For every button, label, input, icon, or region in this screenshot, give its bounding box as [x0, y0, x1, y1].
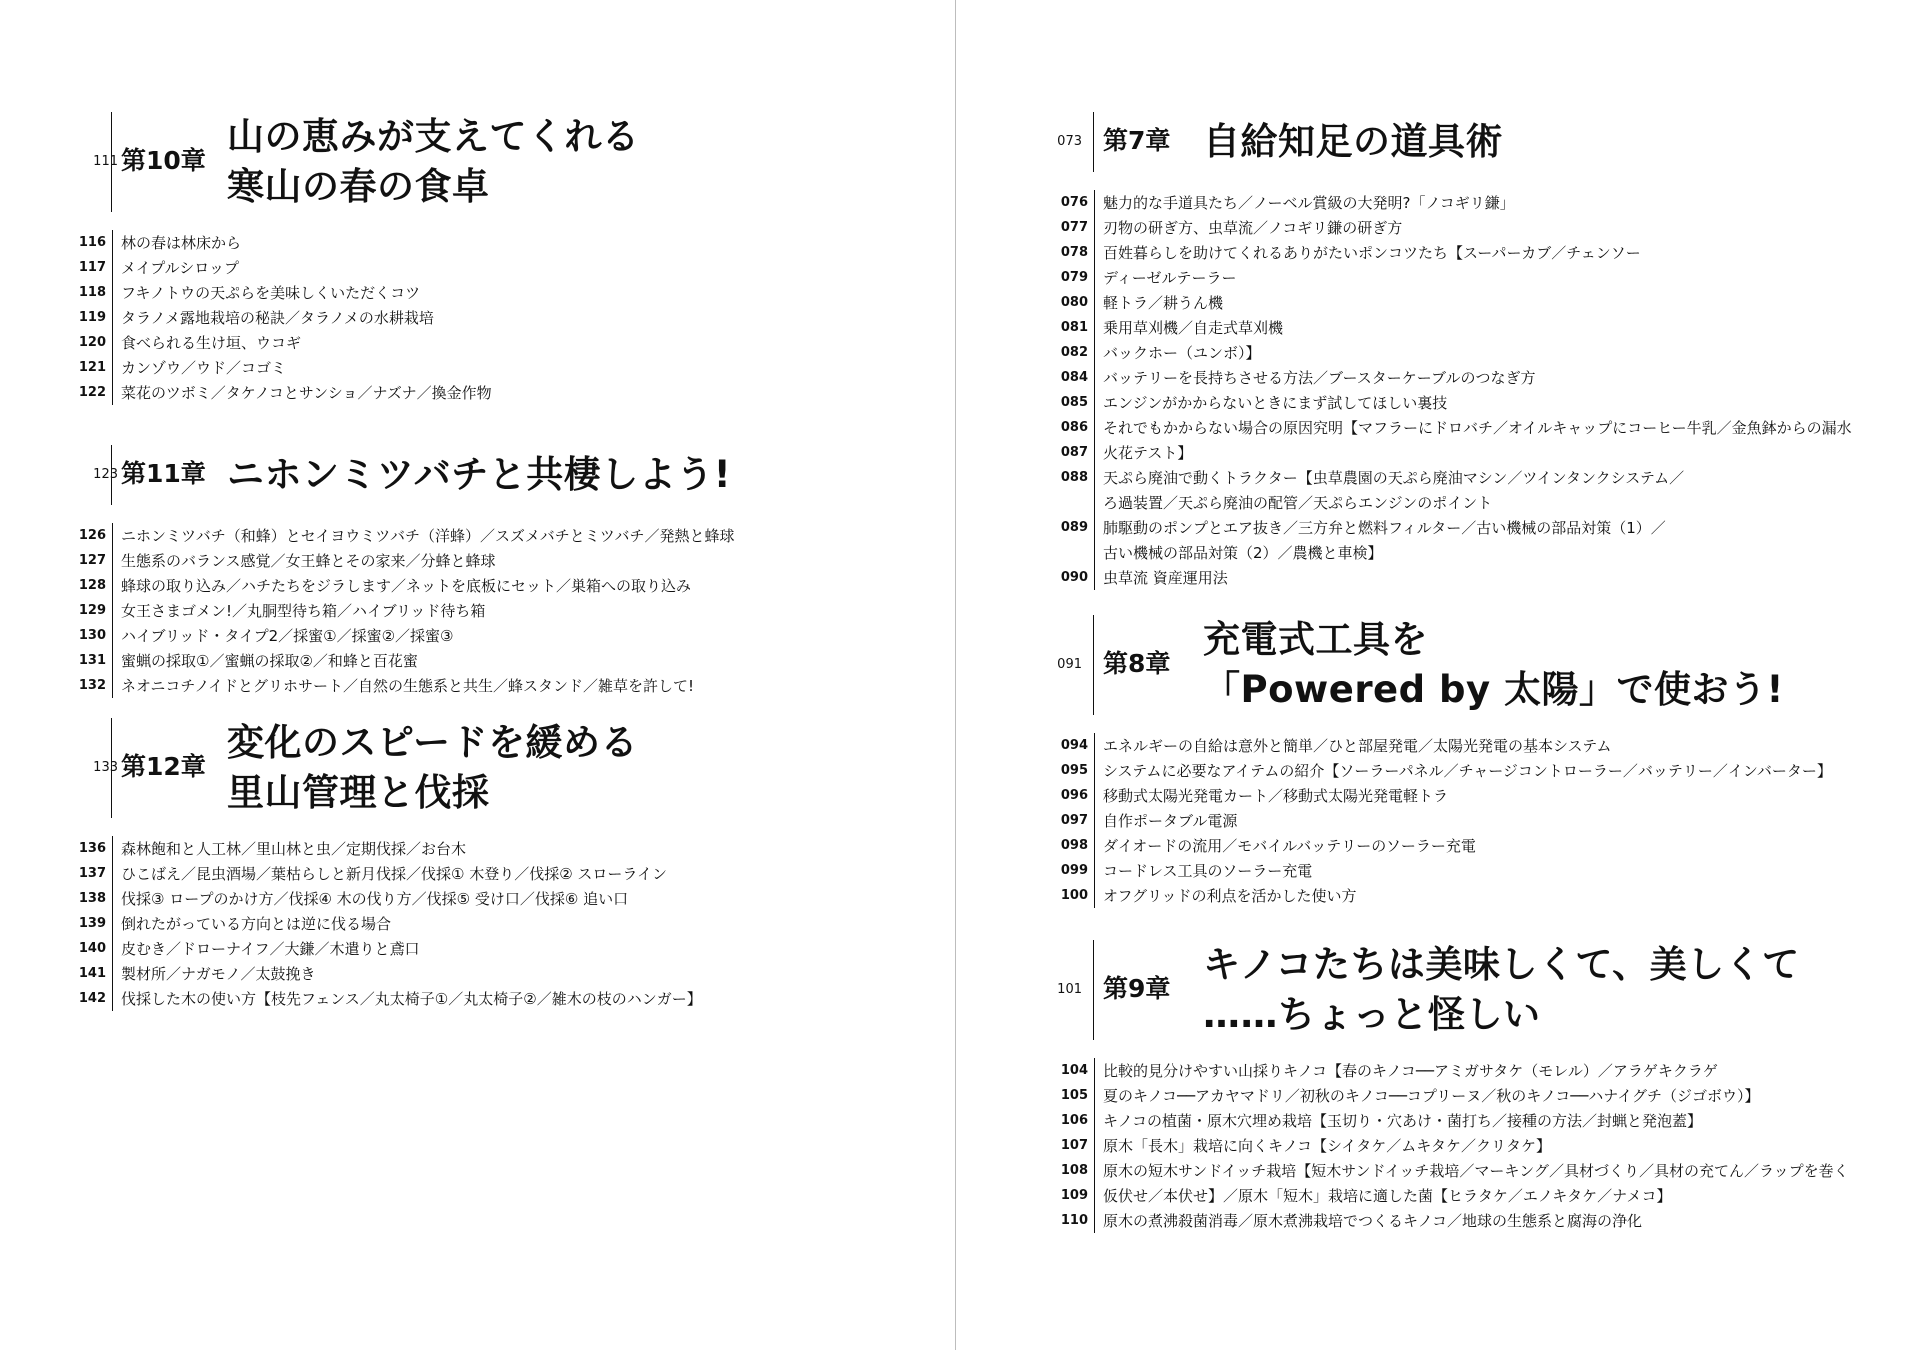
entry-page-number: 122: [78, 385, 106, 400]
entry-rule: [1094, 365, 1095, 390]
entry-text: 乗用草刈機／自走式草刈機: [1103, 319, 1284, 337]
entry-text: エンジンがかからないときにまず試してほしい裏技: [1103, 394, 1448, 412]
toc-entry: [76, 886, 936, 911]
entry-text: ニホンミツバチ（和蜂）とセイヨウミツバチ（洋蜂）／スズメバチとミツバチ／発熱と蜂球: [121, 527, 735, 545]
entry-page-number: 100: [1060, 888, 1088, 903]
entry-text: バッテリーを長持ちさせる方法／ブースターケーブルのつなぎ方: [1103, 369, 1536, 387]
entry-text: ひこばえ／昆虫酒場／葉枯らしと新月伐採／伐採① 木登り／伐採② スローライン: [121, 865, 667, 883]
entry-rule: [112, 961, 113, 986]
entry-rule: [112, 836, 113, 861]
entry-rule: [1094, 858, 1095, 883]
entry-page-number: 088: [1060, 470, 1088, 485]
entry-text: 比較的見分けやすい山採りキノコ【春のキノコ──アミガサタケ（モレル）／アラゲキクラゲ: [1103, 1062, 1718, 1080]
toc-entry: [1058, 808, 1898, 833]
toc-entry: [76, 523, 936, 548]
entry-page-number: 081: [1060, 320, 1088, 335]
toc-entry: [1058, 858, 1898, 883]
toc-entry: [76, 673, 936, 698]
entry-rule: [112, 355, 113, 380]
entry-rule: [1094, 240, 1095, 265]
toc-entry: [1058, 415, 1898, 440]
entry-page-number: 104: [1060, 1063, 1088, 1078]
entry-text: 生態系のバランス感覚／女王蜂とその家来／分蜂と蜂球: [121, 552, 496, 570]
toc-entry: [76, 548, 936, 573]
entry-page-number: 109: [1060, 1188, 1088, 1203]
toc-entry: [1058, 833, 1898, 858]
entry-rule: [112, 305, 113, 330]
entry-text: キノコの植菌・原木穴埋め栽培【玉切り・穴あけ・菌打ち／接種の方法／封蝋と発泡蓋】: [1103, 1112, 1702, 1130]
entry-text: 刃物の研ぎ方、虫草流／ノコギリ鎌の研ぎ方: [1103, 219, 1403, 237]
entry-page-number: 119: [78, 310, 106, 325]
entry-rule: [112, 648, 113, 673]
chapter-block: [1057, 615, 1898, 905]
entry-rule: [112, 280, 113, 305]
chapter-page-number: 123: [93, 467, 118, 482]
toc-entry: [76, 598, 936, 623]
entry-text: タラノメ露地栽培の秘訣／タラノメの水耕栽培: [121, 309, 434, 327]
entry-rule: [1094, 758, 1095, 783]
toc-entry: [76, 961, 936, 986]
entry-text: ネオニコチノイドとグリホサート／自然の生態系と共生／蜂スタンド／雑草を許して!: [121, 677, 695, 695]
chapter-rule: [1093, 112, 1094, 172]
entry-text: 百姓暮らしを助けてくれるありがたいポンコツたち【スーパーカブ／チェンソー: [1103, 244, 1641, 262]
entry-rule: [1094, 783, 1095, 808]
entry-page-number: 121: [78, 360, 106, 375]
toc-entry: [1058, 1183, 1898, 1208]
chapter-entry-list: [1058, 190, 1898, 590]
entry-rule: [1094, 1158, 1095, 1183]
toc-entry: [76, 936, 936, 961]
toc-entry: [1058, 733, 1898, 758]
entry-rule: [1094, 540, 1095, 565]
toc-entry: [76, 573, 936, 598]
toc-entry: [1058, 340, 1898, 365]
toc-entry: [1058, 1208, 1898, 1233]
entry-rule: [1094, 1208, 1095, 1233]
entry-text: 自作ポータブル電源: [1103, 812, 1238, 830]
entry-page-number: 082: [1060, 345, 1088, 360]
entry-page-number: 142: [78, 991, 106, 1006]
entry-page-number: 094: [1060, 738, 1088, 753]
entry-text: 古い機械の部品対策（2）／農機と車検】: [1103, 544, 1383, 562]
entry-page-number: 084: [1060, 370, 1088, 385]
entry-page-number: 078: [1060, 245, 1088, 260]
toc-entry: [76, 305, 936, 330]
chapter-title-line: 寒山の春の食卓: [227, 165, 490, 208]
entry-rule: [112, 548, 113, 573]
entry-rule: [1094, 1183, 1095, 1208]
chapter-title-line: キノコたちは美味しくて、美しくて: [1203, 943, 1800, 986]
entry-page-number: 132: [78, 678, 106, 693]
entry-text: 伐採した木の使い方【枝先フェンス／丸太椅子①／丸太椅子②／雑木の枝のハンガー】: [121, 990, 702, 1008]
entry-rule: [1094, 490, 1095, 515]
chapter-label: 第7章: [1103, 126, 1171, 155]
entry-rule: [1094, 215, 1095, 240]
toc-entry: [1058, 540, 1898, 565]
chapter-entry-list: [76, 836, 936, 1011]
chapter-page-number: 101: [1057, 982, 1082, 997]
toc-entry: [1058, 265, 1898, 290]
toc-entry: [1058, 490, 1898, 515]
entry-rule: [1094, 1058, 1095, 1083]
entry-page-number: 076: [1060, 195, 1088, 210]
entry-text: システムに必要なアイテムの紹介【ソーラーパネル／チャージコントローラー／バッテリー／インバーター】: [1103, 762, 1832, 780]
entry-page-number: 087: [1060, 445, 1088, 460]
entry-page-number: 077: [1060, 220, 1088, 235]
chapter-entry-list: [76, 523, 936, 698]
toc-entry: [76, 280, 936, 305]
entry-rule: [1094, 733, 1095, 758]
toc-entry: [76, 911, 936, 936]
entry-text: エネルギーの自給は意外と簡単／ひと部屋発電／太陽光発電の基本システム: [1103, 737, 1612, 755]
entry-text: ハイブリッド・タイプ2／採蜜①／採蜜②／採蜜③: [121, 627, 454, 645]
entry-text: 虫草流 資産運用法: [1103, 569, 1228, 587]
entry-rule: [1094, 190, 1095, 215]
toc-entry: [76, 255, 936, 280]
entry-rule: [1094, 290, 1095, 315]
chapter-title-line: 変化のスピードを緩める: [227, 721, 639, 764]
entry-rule: [112, 573, 113, 598]
entry-rule: [1094, 390, 1095, 415]
entry-page-number: 138: [78, 891, 106, 906]
chapter-entry-list: [1058, 1058, 1898, 1233]
entry-text: 移動式太陽光発電カート／移動式太陽光発電軽トラ: [1103, 787, 1449, 805]
entry-rule: [1094, 808, 1095, 833]
entry-rule: [112, 523, 113, 548]
entry-rule: [1094, 340, 1095, 365]
entry-rule: [1094, 415, 1095, 440]
entry-page-number: 107: [1060, 1138, 1088, 1153]
page-gutter-divider: [955, 0, 956, 1350]
entry-text: 原木「長木」栽培に向くキノコ【シイタケ／ムキタケ／クリタケ】: [1103, 1137, 1552, 1155]
entry-rule: [1094, 465, 1095, 490]
toc-entry: [1058, 215, 1898, 240]
entry-page-number: 089: [1060, 520, 1088, 535]
chapter-label: 第11章: [121, 459, 206, 488]
entry-page-number: 080: [1060, 295, 1088, 310]
toc-entry: [1058, 440, 1898, 465]
entry-rule: [112, 886, 113, 911]
entry-text: 倒れたがっている方向とは逆に伐る場合: [121, 915, 392, 933]
chapter-rule: [1093, 615, 1094, 715]
toc-entry: [1058, 465, 1898, 490]
toc-entry: [76, 230, 936, 255]
chapter-title-line: ……ちょっと怪しい: [1203, 993, 1541, 1036]
chapter-entry-list: [76, 230, 936, 405]
entry-text: 原木の煮沸殺菌消毒／原木煮沸栽培でつくるキノコ／地球の生態系と腐海の浄化: [1103, 1212, 1642, 1230]
chapter-page-number: 073: [1057, 134, 1082, 149]
entry-text: 食べられる生け垣、ウコギ: [121, 334, 302, 352]
chapter-title-line: 里山管理と伐採: [227, 771, 490, 814]
toc-entry: [1058, 1133, 1898, 1158]
toc-entry: [1058, 565, 1898, 590]
toc-entry: [76, 380, 936, 405]
entry-text: 製材所／ナガモノ／太鼓挽き: [121, 965, 316, 983]
entry-page-number: 099: [1060, 863, 1088, 878]
entry-text: 仮伏せ／本伏せ】／原木「短木」栽培に適した菌【ヒラタケ／エノキタケ／ナメコ】: [1103, 1187, 1672, 1205]
entry-rule: [1094, 265, 1095, 290]
entry-text: オフグリッドの利点を活かした使い方: [1103, 887, 1357, 905]
toc-entry: [1058, 883, 1898, 908]
chapter-page-number: 111: [93, 154, 118, 169]
toc-entry: [1058, 390, 1898, 415]
entry-text: 軽トラ／耕うん機: [1103, 294, 1224, 312]
toc-entry: [76, 623, 936, 648]
entry-page-number: 097: [1060, 813, 1088, 828]
entry-text: 肺駆動のポンプとエア抜き／三方弁と燃料フィルター／古い機械の部品対策（1）／: [1103, 519, 1666, 537]
entry-rule: [112, 330, 113, 355]
chapter-heading: [76, 445, 936, 505]
toc-entry: [1058, 1058, 1898, 1083]
entry-rule: [1094, 440, 1095, 465]
chapter-heading: [1058, 112, 1898, 172]
toc-entry: [1058, 190, 1898, 215]
entry-text: メイプルシロップ: [121, 259, 239, 277]
entry-text: ディーゼルテーラー: [1103, 269, 1237, 287]
entry-page-number: 110: [1060, 1213, 1088, 1228]
chapter-label: 第8章: [1103, 649, 1171, 678]
chapter-label: 第9章: [1103, 974, 1171, 1003]
entry-page-number: 098: [1060, 838, 1088, 853]
toc-entry: [1058, 240, 1898, 265]
chapter-label: 第12章: [121, 752, 206, 781]
entry-text: 森林飽和と人工林／里山林と虫／定期伐採／お台木: [121, 840, 467, 858]
entry-text: 蜜蝋の採取①／蜜蝋の採取②／和蜂と百花蜜: [121, 652, 418, 670]
entry-rule: [112, 598, 113, 623]
chapter-block: [76, 718, 936, 1008]
entry-text: 魅力的な手道具たち／ノーベル賞級の大発明?「ノコギリ鎌」: [1103, 194, 1515, 212]
entry-text: それでもかからない場合の原因究明【マフラーにドロバチ／オイルキャップにコーヒー牛乳／金魚鉢からの漏水: [1103, 419, 1852, 437]
entry-page-number: 136: [78, 841, 106, 856]
entry-text: 夏のキノコ──アカヤマドリ／初秋のキノコ──コプリーヌ／秋のキノコ──ハナイグチ（ジゴボウ）】: [1103, 1087, 1760, 1105]
toc-entry: [76, 986, 936, 1011]
entry-page-number: 129: [78, 603, 106, 618]
toc-entry: [1058, 783, 1898, 808]
entry-rule: [112, 380, 113, 405]
entry-text: 原木の短木サンドイッチ栽培【短木サンドイッチ栽培／マーキング／具材づくり／具材の充てん／ラップを巻く: [1103, 1162, 1849, 1180]
entry-page-number: 127: [78, 553, 106, 568]
entry-page-number: 126: [78, 528, 106, 543]
chapter-block: [76, 445, 936, 695]
chapter-label: 第10章: [121, 146, 206, 175]
toc-entry: [1058, 758, 1898, 783]
entry-page-number: 090: [1060, 570, 1088, 585]
chapter-block: [1057, 940, 1898, 1230]
entry-text: ろ過装置／天ぷら廃油の配管／天ぷらエンジンのポイント: [1103, 494, 1493, 512]
toc-entry: [1058, 365, 1898, 390]
entry-text: 菜花のツボミ／タケノコとサンショ／ナズナ／換金作物: [121, 384, 492, 402]
entry-page-number: 117: [78, 260, 106, 275]
toc-entry: [1058, 1158, 1898, 1183]
entry-page-number: 128: [78, 578, 106, 593]
entry-page-number: 131: [78, 653, 106, 668]
entry-text: 女王さまゴメン!／丸胴型待ち箱／ハイブリッド待ち箱: [121, 602, 486, 620]
entry-text: バックホー（ユンボ）】: [1103, 344, 1261, 362]
entry-text: 蜂球の取り込み／ハチたちをジラします／ネットを底板にセット／巣箱への取り込み: [121, 577, 692, 595]
entry-text: ダイオードの流用／モバイルバッテリーのソーラー充電: [1103, 837, 1476, 855]
entry-page-number: 106: [1060, 1113, 1088, 1128]
entry-text: 皮むき／ドローナイフ／大鎌／木遣りと鳶口: [121, 940, 420, 958]
entry-rule: [1094, 883, 1095, 908]
entry-page-number: 116: [78, 235, 106, 250]
entry-rule: [112, 911, 113, 936]
chapter-title-line: 「Powered by 太陽」で使おう!: [1203, 668, 1784, 711]
entry-rule: [112, 623, 113, 648]
entry-rule: [1094, 1083, 1095, 1108]
toc-entry: [76, 648, 936, 673]
entry-rule: [1094, 833, 1095, 858]
toc-entry: [1058, 515, 1898, 540]
chapter-rule: [1093, 940, 1094, 1040]
entry-page-number: 086: [1060, 420, 1088, 435]
chapter-title-line: 山の恵みが支えてくれる: [227, 115, 640, 158]
entry-page-number: 139: [78, 916, 106, 931]
chapter-title-line: 自給知足の道具術: [1203, 120, 1503, 163]
toc-entry: [76, 836, 936, 861]
entry-page-number: 108: [1060, 1163, 1088, 1178]
entry-page-number: 137: [78, 866, 106, 881]
toc-entry: [1058, 1108, 1898, 1133]
entry-page-number: 085: [1060, 395, 1088, 410]
chapter-page-number: 133: [93, 760, 118, 775]
toc-entry: [76, 861, 936, 886]
chapter-heading: [76, 718, 936, 818]
entry-page-number: 095: [1060, 763, 1088, 778]
toc-entry: [1058, 290, 1898, 315]
entry-text: 林の春は林床から: [121, 234, 242, 252]
entry-text: コードレス工具のソーラー充電: [1103, 862, 1313, 880]
toc-entry: [76, 330, 936, 355]
entry-page-number: 096: [1060, 788, 1088, 803]
entry-text: 天ぷら廃油で動くトラクター【虫草農園の天ぷら廃油マシン／ツインタンクシステム／: [1103, 469, 1685, 487]
entry-page-number: 118: [78, 285, 106, 300]
entry-text: 伐採③ ロープのかけ方／伐採④ 木の伐り方／伐採⑤ 受け口／伐採⑥ 追い口: [121, 890, 629, 908]
toc-entry: [1058, 1083, 1898, 1108]
entry-text: カンゾウ／ウド／コゴミ: [121, 359, 287, 377]
chapter-block: [76, 112, 936, 402]
entry-page-number: 141: [78, 966, 106, 981]
entry-page-number: 130: [78, 628, 106, 643]
entry-page-number: 079: [1060, 270, 1088, 285]
entry-page-number: 120: [78, 335, 106, 350]
chapter-title-line: 充電式工具を: [1203, 618, 1428, 661]
chapter-heading: [76, 112, 936, 212]
entry-rule: [1094, 515, 1095, 540]
chapter-entry-list: [1058, 733, 1898, 908]
entry-page-number: 105: [1060, 1088, 1088, 1103]
toc-entry: [76, 355, 936, 380]
entry-rule: [1094, 565, 1095, 590]
entry-rule: [112, 255, 113, 280]
entry-rule: [112, 986, 113, 1011]
chapter-heading: [1058, 940, 1898, 1040]
entry-rule: [112, 861, 113, 886]
entry-text: 火花テスト】: [1103, 444, 1193, 462]
entry-rule: [112, 673, 113, 698]
chapter-heading: [1058, 615, 1898, 715]
entry-page-number: 140: [78, 941, 106, 956]
entry-rule: [1094, 1133, 1095, 1158]
entry-rule: [112, 936, 113, 961]
entry-rule: [112, 230, 113, 255]
toc-entry: [1058, 315, 1898, 340]
entry-rule: [1094, 1108, 1095, 1133]
chapter-block: [1057, 112, 1898, 587]
chapter-page-number: 091: [1057, 657, 1082, 672]
entry-rule: [1094, 315, 1095, 340]
chapter-title-line: ニホンミツバチと共棲しよう!: [227, 453, 732, 496]
entry-text: フキノトウの天ぷらを美味しくいただくコツ: [121, 284, 421, 302]
